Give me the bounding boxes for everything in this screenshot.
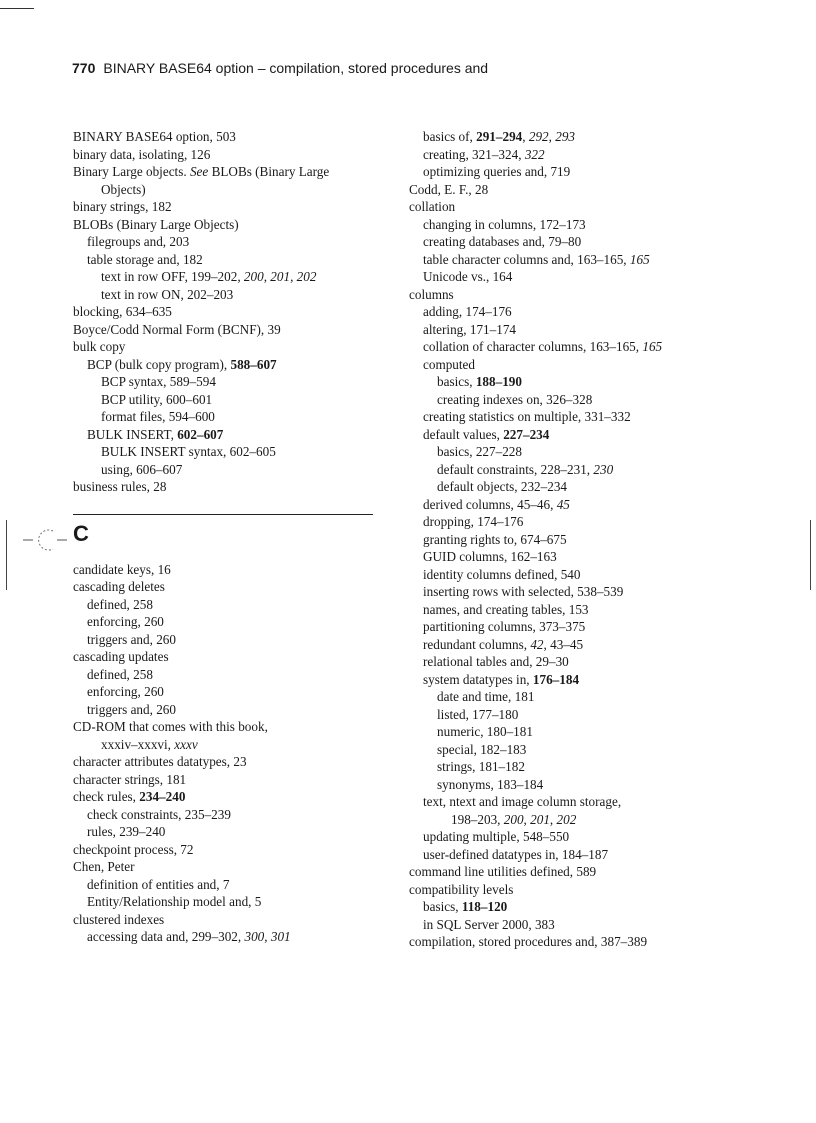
index-entry-text: , bbox=[548, 129, 556, 144]
index-entry-text: using, 606–607 bbox=[101, 461, 183, 477]
index-entry bbox=[73, 373, 383, 391]
page-number: 770 bbox=[72, 60, 96, 76]
index-entry bbox=[409, 828, 739, 846]
index-entry-text: identity columns defined, 540 bbox=[423, 566, 581, 582]
index-entry-text: basics, bbox=[423, 899, 462, 914]
index-entry bbox=[73, 928, 383, 946]
index-entry-text: 201 bbox=[530, 811, 550, 827]
index-entry-text: 201 bbox=[270, 269, 291, 284]
index-entry-text: , bbox=[264, 929, 271, 944]
index-column-left bbox=[73, 128, 383, 946]
index-entry-text: , bbox=[523, 811, 531, 827]
index-entry bbox=[73, 233, 383, 251]
section-heading bbox=[73, 515, 383, 561]
index-entry bbox=[409, 653, 739, 671]
index-entry bbox=[73, 163, 383, 181]
index-entry bbox=[73, 303, 383, 321]
index-entry bbox=[73, 858, 383, 876]
index-entry-text: numeric, 180–181 bbox=[437, 724, 533, 739]
index-entry-text: Codd, E. F., 28 bbox=[409, 181, 489, 197]
index-entry-text: 291–294 bbox=[476, 129, 523, 144]
index-entry bbox=[73, 893, 383, 911]
index-entry bbox=[409, 723, 739, 741]
index-entry-text: bulk copy bbox=[73, 339, 126, 354]
index-entry bbox=[409, 916, 739, 934]
index-entry-text: 200 bbox=[243, 269, 264, 284]
index-entry-text: 300 bbox=[244, 929, 265, 944]
index-entry-text: 165 bbox=[629, 251, 650, 267]
index-entry bbox=[409, 163, 739, 181]
index-entry-text: checkpoint process, 72 bbox=[73, 841, 194, 857]
index-entry bbox=[73, 181, 383, 199]
index-entry bbox=[73, 338, 383, 356]
index-entry bbox=[409, 181, 739, 199]
index-entry-text: defined, 258 bbox=[87, 666, 153, 682]
index-entry-text: default values, bbox=[423, 426, 504, 442]
index-entry bbox=[73, 286, 383, 304]
index-entry-text: basics, bbox=[437, 374, 476, 389]
index-entry-text: table character columns and, 163–165, bbox=[423, 251, 630, 267]
index-entry bbox=[73, 788, 383, 806]
index-entry-text: triggers and, 260 bbox=[87, 631, 176, 647]
index-entry bbox=[409, 496, 739, 514]
index-entry bbox=[409, 793, 739, 811]
index-entry-text: 202 bbox=[556, 811, 577, 827]
index-entry-text: relational tables and, 29–30 bbox=[423, 654, 569, 669]
index-entry-text: default constraints, 228–231, bbox=[437, 461, 594, 477]
index-entry bbox=[409, 251, 739, 269]
top-crop-rule bbox=[0, 8, 34, 9]
index-entry bbox=[409, 618, 739, 636]
index-entry bbox=[73, 408, 383, 426]
index-entry bbox=[409, 303, 739, 321]
index-entry bbox=[409, 146, 739, 164]
running-header bbox=[72, 60, 488, 76]
index-entry-text: basics of, bbox=[423, 129, 477, 144]
index-entry-text: 293 bbox=[555, 129, 576, 144]
index-entry bbox=[409, 601, 739, 619]
index-entry-text: 227–234 bbox=[503, 426, 550, 442]
index-entry-text: BCP syntax, 589–594 bbox=[101, 374, 216, 389]
header-title: BINARY BASE64 option – compilation, stored procedures and bbox=[103, 60, 489, 76]
index-entry bbox=[409, 898, 739, 916]
index-entry-text: , bbox=[290, 269, 297, 284]
index-entry-text: enforcing, 260 bbox=[87, 614, 164, 629]
right-margin-mark bbox=[810, 520, 811, 590]
index-entry-text: , bbox=[263, 269, 271, 284]
index-entry bbox=[409, 321, 739, 339]
index-entry-text: creating indexes on, 326–328 bbox=[437, 391, 593, 407]
index-entry-text: dropping, 174–176 bbox=[423, 514, 524, 529]
index-entry-text: command line utilities defined, 589 bbox=[409, 864, 597, 879]
index-entries-c bbox=[73, 561, 383, 946]
index-entry-text: creating databases and, 79–80 bbox=[423, 234, 582, 249]
index-entry bbox=[73, 128, 383, 146]
index-entry-text: definition of entities and, 7 bbox=[87, 876, 230, 892]
index-entry bbox=[409, 863, 739, 881]
index-entry bbox=[73, 771, 383, 789]
index-entry bbox=[409, 933, 739, 951]
index-entry bbox=[73, 753, 383, 771]
index-entry-text: 588–607 bbox=[230, 356, 277, 372]
index-entry-text: 165 bbox=[642, 339, 663, 354]
index-entry-text: xxxiv–xxxvi, bbox=[101, 736, 175, 752]
index-entry bbox=[73, 841, 383, 859]
index-entry-text: redundant columns, bbox=[423, 636, 531, 652]
index-entry bbox=[73, 911, 383, 929]
index-entry-text: , 43–45 bbox=[543, 636, 584, 652]
index-entry-text: blocking, 634–635 bbox=[73, 304, 172, 319]
index-entry bbox=[409, 741, 739, 759]
index-entry-text: table storage and, 182 bbox=[87, 251, 203, 267]
index-entry-text: See bbox=[189, 164, 209, 179]
index-entry-text: listed, 177–180 bbox=[437, 706, 519, 722]
index-entry-text: filegroups and, 203 bbox=[87, 234, 190, 249]
index-entry bbox=[409, 338, 739, 356]
index-entry-text: character attributes datatypes, 23 bbox=[73, 754, 247, 769]
index-entry-text: check constraints, 235–239 bbox=[87, 806, 231, 822]
index-entry-text: BULK INSERT syntax, 602–605 bbox=[101, 444, 276, 459]
index-entry bbox=[73, 426, 383, 444]
index-entry-text: binary strings, 182 bbox=[73, 199, 172, 214]
index-entry-text: adding, 174–176 bbox=[423, 304, 512, 319]
index-entry bbox=[73, 631, 383, 649]
index-entry-text: 198–203, bbox=[451, 811, 504, 827]
index-entry-text: cascading deletes bbox=[73, 579, 165, 594]
index-entry bbox=[409, 688, 739, 706]
index-entry-text: user-defined datatypes in, 184–187 bbox=[423, 846, 609, 862]
index-entry bbox=[409, 408, 739, 426]
index-entry-text: system datatypes in, bbox=[423, 671, 533, 687]
index-entry-text: special, 182–183 bbox=[437, 741, 527, 757]
index-entry-text: BLOBs (Binary Large bbox=[208, 164, 330, 179]
index-entry bbox=[73, 561, 383, 579]
index-entry bbox=[73, 461, 383, 479]
index-entry-text: basics, 227–228 bbox=[437, 444, 522, 459]
index-entry bbox=[409, 548, 739, 566]
index-entry-text: 176–184 bbox=[532, 671, 580, 687]
index-entry bbox=[73, 391, 383, 409]
index-entry-text: changing in columns, 172–173 bbox=[423, 216, 586, 232]
index-entry-text: columns bbox=[409, 286, 454, 302]
index-entry bbox=[409, 513, 739, 531]
index-entry bbox=[409, 478, 739, 496]
index-entry-text: 301 bbox=[270, 929, 291, 944]
index-entry bbox=[73, 701, 383, 719]
index-entry-text: , bbox=[549, 811, 557, 827]
index-entry-text: text in row ON, 202–203 bbox=[101, 286, 234, 302]
index-entry-text: collation of character columns, 163–165, bbox=[423, 339, 643, 354]
index-entry bbox=[73, 683, 383, 701]
index-entry-text: creating statistics on multiple, 331–332 bbox=[423, 409, 631, 424]
index-entry bbox=[409, 356, 739, 374]
index-entry-text: Objects) bbox=[101, 181, 146, 197]
index-entry-text: xxxv bbox=[174, 736, 198, 752]
section-letter: C bbox=[73, 520, 89, 546]
index-entry-text: updating multiple, 548–550 bbox=[423, 829, 570, 844]
index-entry bbox=[409, 776, 739, 794]
index-entry-text: candidate keys, 16 bbox=[73, 561, 171, 577]
index-entry-text: 234–240 bbox=[139, 789, 186, 804]
index-entry bbox=[409, 636, 739, 654]
registration-mark-icon bbox=[23, 527, 69, 553]
index-entry-text: accessing data and, 299–302, bbox=[87, 929, 245, 944]
index-entry bbox=[409, 268, 739, 286]
index-entry-text: 45 bbox=[556, 496, 570, 512]
index-entry bbox=[73, 578, 383, 596]
index-entry-text: text in row OFF, 199–202, bbox=[101, 269, 244, 284]
index-entry-text: binary data, isolating, 126 bbox=[73, 146, 211, 162]
index-entry bbox=[73, 666, 383, 684]
index-entry bbox=[409, 758, 739, 776]
index-entry bbox=[409, 671, 739, 689]
index-entry-text: 42 bbox=[530, 636, 544, 652]
index-entry-text: 188–190 bbox=[475, 374, 522, 389]
index-entries-c-continued bbox=[409, 128, 739, 951]
index-entry-text: GUID columns, 162–163 bbox=[423, 549, 557, 564]
index-entry bbox=[409, 881, 739, 899]
index-entry bbox=[409, 461, 739, 479]
index-entry-text: 230 bbox=[593, 461, 614, 477]
index-entry bbox=[409, 846, 739, 864]
index-entry-text: CD-ROM that comes with this book, bbox=[73, 719, 268, 734]
index-entry-text: , bbox=[522, 129, 529, 144]
index-entry-text: default objects, 232–234 bbox=[437, 479, 568, 494]
index-entry bbox=[73, 216, 383, 234]
index-entry-text: 202 bbox=[296, 269, 317, 284]
index-entry-text: defined, 258 bbox=[87, 596, 153, 612]
index-entry bbox=[73, 648, 383, 666]
index-entry-text: BCP (bulk copy program), bbox=[87, 356, 231, 372]
index-entry-text: Binary Large objects. bbox=[73, 164, 190, 179]
index-entry-text: strings, 181–182 bbox=[437, 759, 525, 774]
index-entry-text: rules, 239–240 bbox=[87, 824, 166, 839]
index-entry bbox=[409, 216, 739, 234]
left-margin-mark bbox=[6, 520, 7, 590]
index-entry bbox=[73, 806, 383, 824]
index-entry bbox=[73, 718, 383, 736]
index-entry-text: text, ntext and image column storage, bbox=[423, 794, 622, 809]
index-entry bbox=[409, 706, 739, 724]
index-entry-text: BINARY BASE64 option, 503 bbox=[73, 129, 236, 144]
index-entry bbox=[409, 811, 739, 829]
index-entry-text: compilation, stored procedures and, 387–389 bbox=[409, 934, 648, 949]
index-entry-text: date and time, 181 bbox=[437, 689, 535, 704]
index-column-right bbox=[409, 128, 739, 951]
index-entry-text: compatibility levels bbox=[409, 881, 514, 897]
index-entry-text: synonyms, 183–184 bbox=[437, 776, 544, 792]
index-entry bbox=[73, 443, 383, 461]
index-entry-text: check rules, bbox=[73, 789, 140, 804]
index-entry bbox=[73, 736, 383, 754]
index-entry bbox=[73, 823, 383, 841]
index-entry-text: derived columns, 45–46, bbox=[423, 496, 557, 512]
index-entry-text: 602–607 bbox=[177, 426, 224, 442]
index-entry-text: enforcing, 260 bbox=[87, 684, 164, 699]
index-entry bbox=[409, 391, 739, 409]
index-entry bbox=[409, 531, 739, 549]
index-entry-text: 292 bbox=[528, 129, 549, 144]
index-entry bbox=[409, 286, 739, 304]
index-entry-text: BULK INSERT, bbox=[87, 426, 178, 442]
index-entry-text: granting rights to, 674–675 bbox=[423, 531, 567, 547]
index-entry-text: in SQL Server 2000, 383 bbox=[423, 916, 555, 932]
index-entry bbox=[73, 198, 383, 216]
index-entry-text: partitioning columns, 373–375 bbox=[423, 619, 586, 634]
index-entry bbox=[73, 596, 383, 614]
index-entry-text: collation bbox=[409, 199, 456, 214]
index-entry-text: BCP utility, 600–601 bbox=[101, 391, 213, 407]
index-entry bbox=[409, 198, 739, 216]
index-entries-b bbox=[73, 128, 383, 496]
index-entry-text: inserting rows with selected, 538–539 bbox=[423, 584, 624, 599]
index-entry bbox=[73, 876, 383, 894]
index-entry bbox=[73, 251, 383, 269]
index-entry bbox=[409, 128, 739, 146]
index-entry-text: altering, 171–174 bbox=[423, 321, 517, 337]
index-entry bbox=[409, 373, 739, 391]
index-entry bbox=[73, 268, 383, 286]
index-entry bbox=[73, 321, 383, 339]
index-entry bbox=[73, 478, 383, 496]
index-entry-text: Boyce/Codd Normal Form (BCNF), 39 bbox=[73, 321, 281, 337]
index-entry bbox=[73, 613, 383, 631]
index-entry bbox=[409, 566, 739, 584]
index-entry-text: Chen, Peter bbox=[73, 859, 135, 874]
index-entry-text: cascading updates bbox=[73, 649, 169, 664]
index-entry-text: BLOBs (Binary Large Objects) bbox=[73, 216, 239, 232]
index-entry bbox=[409, 426, 739, 444]
index-entry-text: format files, 594–600 bbox=[101, 409, 215, 424]
index-entry-text: Entity/Relationship model and, 5 bbox=[87, 894, 262, 909]
index-entry-text: 118–120 bbox=[461, 899, 508, 914]
index-entry-text: Unicode vs., 164 bbox=[423, 269, 513, 284]
index-entry bbox=[73, 356, 383, 374]
index-entry bbox=[73, 146, 383, 164]
index-entry bbox=[409, 233, 739, 251]
index-entry-text: computed bbox=[423, 356, 476, 372]
index-entry-text: clustered indexes bbox=[73, 911, 165, 927]
index-entry-text: 200 bbox=[503, 811, 524, 827]
index-entry-text: business rules, 28 bbox=[73, 479, 167, 494]
index-entry-text: creating, 321–324, bbox=[423, 146, 525, 162]
index-entry bbox=[409, 443, 739, 461]
index-entry-text: names, and creating tables, 153 bbox=[423, 601, 589, 617]
index-entry-text: 322 bbox=[524, 146, 545, 162]
index-entry-text: character strings, 181 bbox=[73, 771, 187, 787]
index-entry-text: optimizing queries and, 719 bbox=[423, 164, 571, 179]
index-entry-text: triggers and, 260 bbox=[87, 701, 176, 717]
index-entry bbox=[409, 583, 739, 601]
